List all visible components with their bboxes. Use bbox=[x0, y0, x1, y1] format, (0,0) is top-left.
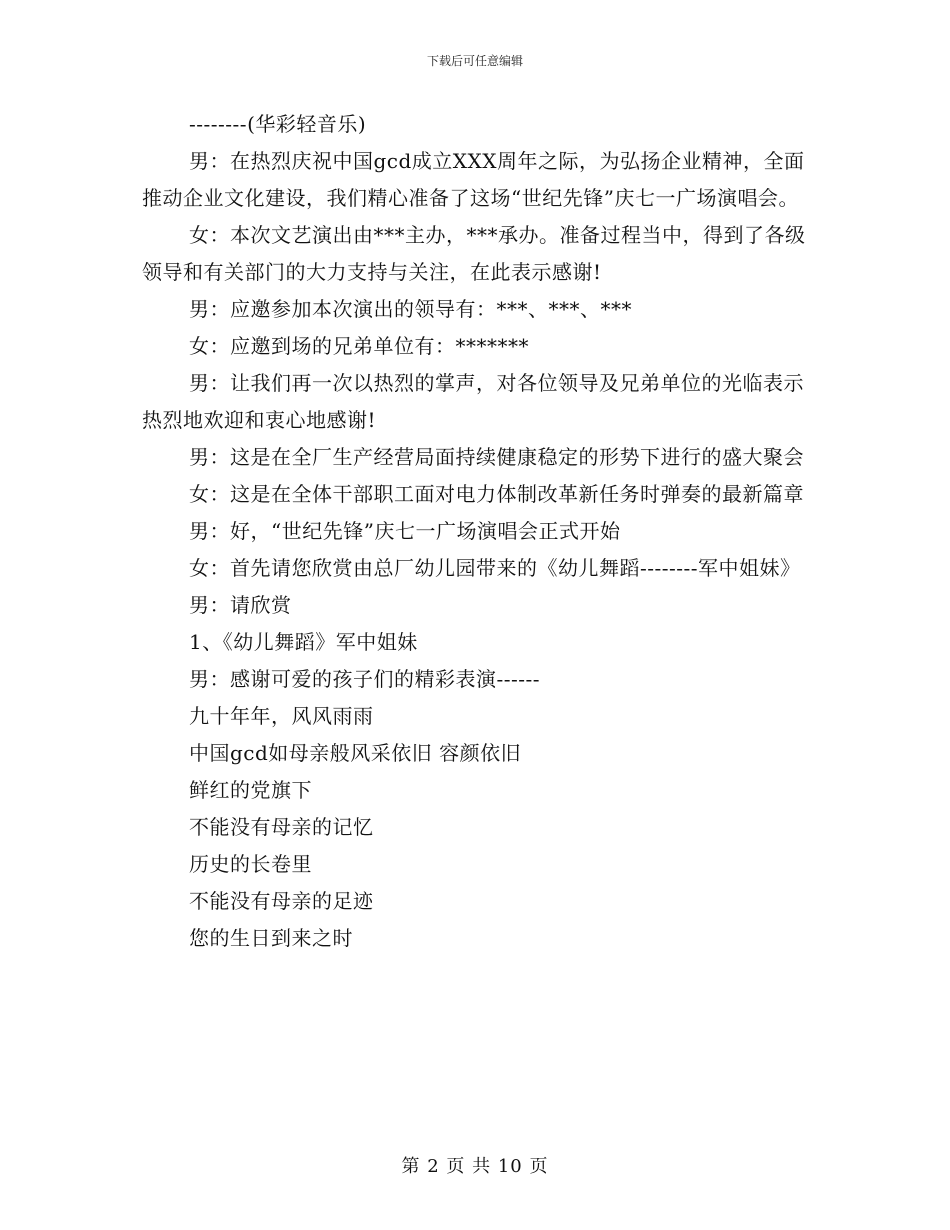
poem-line: 中国gcd如母亲般风采依旧 容颜依旧 bbox=[189, 741, 522, 765]
poem-line: 九十年年，风风雨雨 bbox=[189, 704, 374, 728]
paragraph-chapter: 女：这是在全体干部职工面对电力体制改革新任务时弹奏的最新篇章 bbox=[189, 482, 804, 506]
paragraph-organizers: 女：本次文艺演出由***主办，***承办。准备过程当中，得到了各级领导和有关部门的大力支持与关注，在此表示感谢! bbox=[142, 223, 806, 284]
program-item-1: 1、《幼儿舞蹈》军中姐妹 bbox=[189, 630, 418, 654]
poem-line: 您的生日到来之时 bbox=[189, 926, 353, 950]
line-thanks: 男：感谢可爱的孩子们的精彩表演------ bbox=[189, 667, 541, 691]
paragraph-units: 女：应邀到场的兄弟单位有：******* bbox=[189, 334, 529, 358]
page-number-footer: 第 2 页 共 10 页 bbox=[401, 1156, 549, 1177]
poem-line: 历史的长卷里 bbox=[189, 852, 312, 876]
paragraph-first-show: 女：首先请您欣赏由总厂幼儿园带来的《幼儿舞蹈--------军中姐妹》 bbox=[189, 556, 801, 580]
paragraph-opening: 男：在热烈庆祝中国gcd成立XXX周年之际，为弘扬企业精神，全面推动企业文化建设，我们精心准备了这场“世纪先锋”庆七一广场演唱会。 bbox=[142, 149, 805, 210]
document-body bbox=[142, 106, 807, 957]
poem-line: 不能没有母亲的记忆 bbox=[189, 815, 374, 839]
paragraph-leaders: 男：应邀参加本次演出的领导有：***、***、*** bbox=[189, 297, 632, 321]
page-header: 下载后可任意编辑 bbox=[426, 54, 523, 68]
paragraph-please-enjoy: 男：请欣赏 bbox=[189, 593, 292, 617]
paragraph-welcome: 男：让我们再一次以热烈的掌声，对各位领导及兄弟单位的光临表示热烈地欢迎和衷心地感谢! bbox=[142, 371, 804, 432]
paragraph-start: 男：好，“世纪先锋”庆七一广场演唱会正式开始 bbox=[189, 519, 621, 543]
paragraph-gathering: 男：这是在全厂生产经营局面持续健康稳定的形势下进行的盛大聚会 bbox=[189, 445, 804, 469]
paragraph-music-cue: --------(华彩轻音乐) bbox=[189, 112, 367, 136]
poem-line: 鲜红的党旗下 bbox=[189, 778, 312, 802]
poem-line: 不能没有母亲的足迹 bbox=[189, 889, 374, 913]
